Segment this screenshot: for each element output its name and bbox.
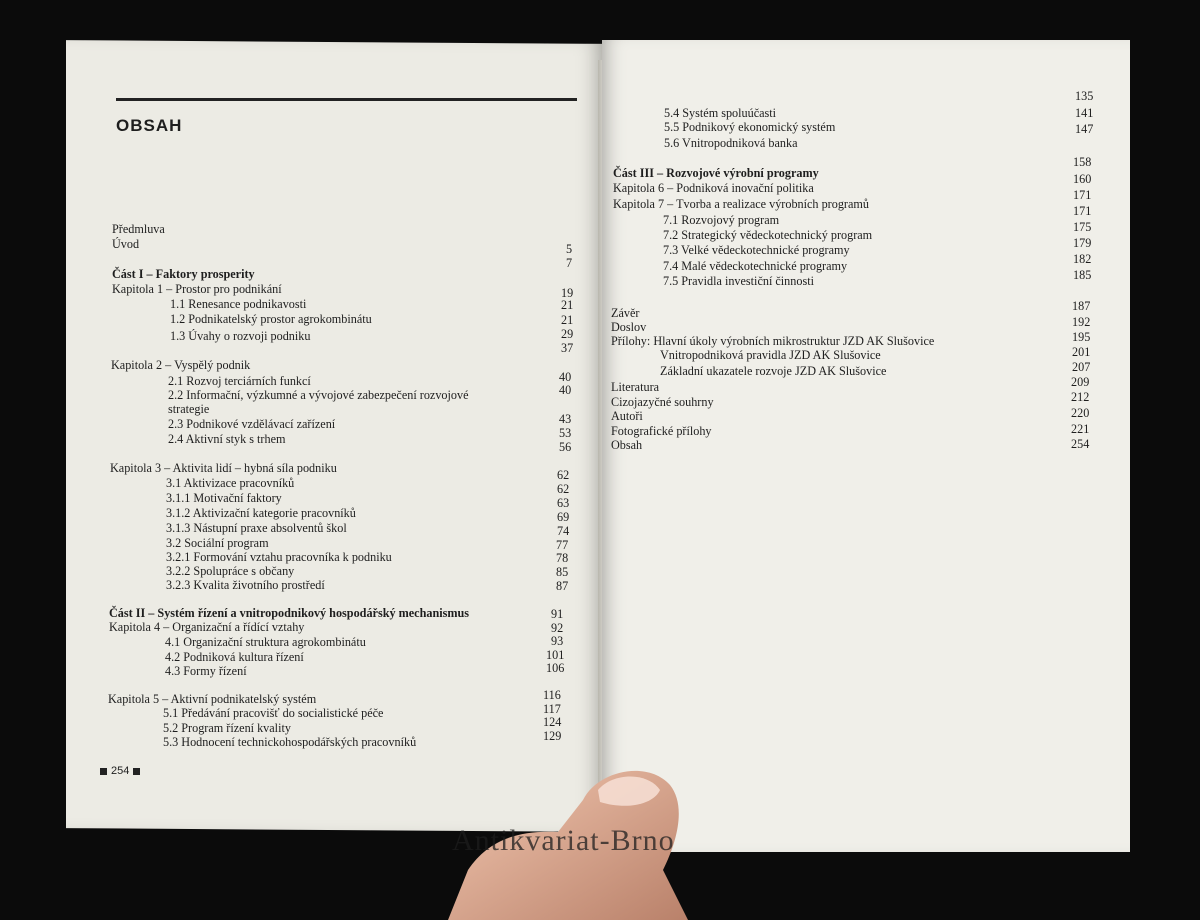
toc-entry: 2.4 Aktivní styk s trhem	[168, 432, 286, 446]
toc-entry: 3.1 Aktivizace pracovníků	[166, 476, 295, 490]
toc-page-number: 40	[559, 383, 572, 397]
toc-page-number: 185	[1073, 268, 1092, 282]
toc-entry: Základní ukazatele rozvoje JZD AK Slušovice	[660, 364, 887, 378]
toc-entry: 4.1 Organizační struktura agrokombinátu	[165, 635, 366, 649]
toc-page-number: 201	[1072, 345, 1091, 359]
toc-page-number: 91	[551, 607, 564, 621]
toc-entry: 3.2.3 Kvalita životního prostředí	[166, 578, 325, 592]
toc-page-number: 171	[1073, 188, 1092, 202]
toc-entry: 7.2 Strategický vědeckotechnický program	[663, 228, 873, 242]
toc-entry: Úvod	[112, 237, 140, 251]
toc-page-number: 207	[1072, 360, 1091, 374]
toc-entry: 5.1 Předávání pracovišť do socialistické péče	[163, 706, 384, 720]
toc-entry: Kapitola 3 – Aktivita lidí – hybná síla podniku	[110, 461, 337, 475]
square-icon	[133, 768, 140, 775]
toc-entry: Literatura	[611, 380, 660, 394]
page-number	[96, 765, 144, 777]
toc-page-number: 220	[1071, 406, 1090, 420]
toc-page-number: 221	[1071, 422, 1090, 436]
toc-page-number: 62	[557, 482, 570, 496]
toc-entry: 2.1 Rozvoj terciárních funkcí	[168, 374, 311, 388]
right-page	[602, 40, 1130, 852]
toc-page-number: 21	[561, 313, 574, 327]
toc-entry: Předmluva	[112, 222, 165, 236]
toc-entry: strategie	[168, 402, 210, 416]
toc-page-number: 195	[1072, 330, 1091, 344]
toc-entry: 7.5 Pravidla investiční činnosti	[663, 274, 814, 288]
toc-entry: Část II – Systém řízení a vnitropodnikový hospodářský mechanismus	[109, 606, 470, 620]
toc-entry: Kapitola 4 – Organizační a řídící vztahy	[109, 620, 305, 634]
toc-entry: Fotografické přílohy	[611, 424, 712, 438]
toc-page-number: 93	[551, 634, 564, 648]
watermark: Antikvariat-Brno	[452, 824, 675, 857]
toc-entry: Vnitropodniková pravidla JZD AK Slušovice	[660, 348, 881, 362]
toc-page-number: 175	[1073, 220, 1092, 234]
toc-entry: 3.2.2 Spolupráce s občany	[166, 564, 295, 578]
toc-page-number: 62	[557, 468, 570, 482]
toc-page-number: 69	[557, 510, 570, 524]
toc-page-number: 78	[556, 551, 569, 565]
toc-page-number: 187	[1072, 299, 1091, 313]
toc-page-number: 43	[559, 412, 572, 426]
toc-page-number: 116	[543, 688, 561, 702]
toc-page-number: 77	[556, 538, 569, 552]
toc-entry: 1.1 Renesance podnikavosti	[170, 297, 307, 311]
toc-entry: Doslov	[611, 320, 647, 334]
toc-page-number: 182	[1073, 252, 1092, 266]
toc-page-number: 63	[557, 496, 570, 510]
toc-page-number: 53	[559, 426, 572, 440]
toc-page-number: 212	[1071, 390, 1090, 404]
toc-entry: 3.2 Sociální program	[166, 536, 269, 550]
toc-page-number: 29	[561, 327, 574, 341]
toc-entry: Kapitola 1 – Prostor pro podnikání	[112, 282, 282, 296]
toc-page-number: 141	[1075, 106, 1094, 120]
toc-page-number: 101	[546, 648, 565, 662]
toc-entry: 3.1.1 Motivační faktory	[166, 491, 282, 505]
toc-entry: Obsah	[611, 438, 643, 452]
heading-rule	[116, 98, 577, 101]
toc-entry: 3.1.2 Aktivizační kategorie pracovníků	[166, 506, 356, 520]
toc-page-number: 254	[1071, 437, 1090, 451]
toc-entry: Část I – Faktory prosperity	[112, 267, 255, 281]
toc-page-number: 135	[1075, 89, 1094, 103]
toc-page-number: 74	[557, 524, 570, 538]
toc-page-number: 179	[1073, 236, 1092, 250]
page-title: OBSAH	[116, 116, 183, 135]
toc-page-number: 87	[556, 579, 569, 593]
toc-entry: 2.3 Podnikové vzdělávací zařízení	[168, 417, 336, 431]
toc-page-number: 37	[561, 341, 574, 355]
toc-entry: 3.1.3 Nástupní praxe absolventů škol	[166, 521, 347, 535]
toc-page-number: 5	[566, 242, 573, 256]
toc-entry: 5.6 Vnitropodniková banka	[664, 136, 798, 150]
toc-page-number: 21	[561, 298, 574, 312]
toc-page-number: 117	[543, 702, 561, 716]
toc-entry: 4.2 Podniková kultura řízení	[165, 650, 304, 664]
toc-entry: 5.3 Hodnocení technickohospodářských pracovníků	[163, 735, 417, 749]
toc-page-number: 160	[1073, 172, 1092, 186]
toc-entry: Kapitola 7 – Tvorba a realizace výrobních programů	[613, 197, 869, 211]
toc-page-number: 56	[559, 440, 572, 454]
toc-entry: Kapitola 5 – Aktivní podnikatelský systém	[108, 692, 317, 706]
toc-page-number: 158	[1073, 155, 1092, 169]
toc-entry: 5.5 Podnikový ekonomický systém	[664, 120, 836, 134]
toc-page-number: 85	[556, 565, 569, 579]
toc-entry: 5.4 Systém spoluúčasti	[664, 106, 777, 120]
toc-page-number: 209	[1071, 375, 1090, 389]
toc-page-number: 124	[543, 715, 562, 729]
toc-page-number: 7	[566, 256, 573, 270]
toc-entry: Přílohy: Hlavní úkoly výrobních mikrostruktur JZD AK Slušovice	[611, 334, 935, 348]
toc-entry: 2.2 Informační, výzkumné a vývojové zabezpečení rozvojové	[168, 388, 469, 402]
toc-page-number: 171	[1073, 204, 1092, 218]
page-number-text: 254	[111, 765, 130, 777]
toc-entry: 7.3 Velké vědeckotechnické programy	[663, 243, 850, 257]
toc-entry: 7.4 Malé vědeckotechnické programy	[663, 259, 848, 273]
toc-page-number: 129	[543, 729, 562, 743]
toc-entry: 5.2 Program řízení kvality	[163, 721, 291, 735]
toc-entry: 7.1 Rozvojový program	[663, 213, 780, 227]
toc-entry: 4.3 Formy řízení	[165, 664, 247, 678]
toc-entry: 3.2.1 Formování vztahu pracovníka k podniku	[166, 550, 392, 564]
toc-entry: Cizojazyčné souhrny	[611, 395, 714, 409]
toc-entry: Autoři	[611, 409, 643, 423]
toc-entry: Kapitola 2 – Vyspělý podnik	[111, 358, 251, 372]
toc-entry: Kapitola 6 – Podniková inovační politika	[613, 181, 814, 195]
toc-page-number: 192	[1072, 315, 1091, 329]
toc-page-number: 40	[559, 370, 572, 384]
toc-entry: 1.2 Podnikatelský prostor agrokombinátu	[170, 312, 372, 326]
toc-page-number: 19	[561, 286, 574, 300]
toc-page-number: 147	[1075, 122, 1094, 136]
toc-page-number: 106	[546, 661, 565, 675]
toc-entry: 1.3 Úvahy o rozvoji podniku	[170, 329, 311, 343]
toc-entry: Část III – Rozvojové výrobní programy	[613, 166, 819, 180]
square-icon	[100, 768, 107, 775]
toc-entry: Závěr	[611, 306, 640, 320]
toc-page-number: 92	[551, 621, 564, 635]
